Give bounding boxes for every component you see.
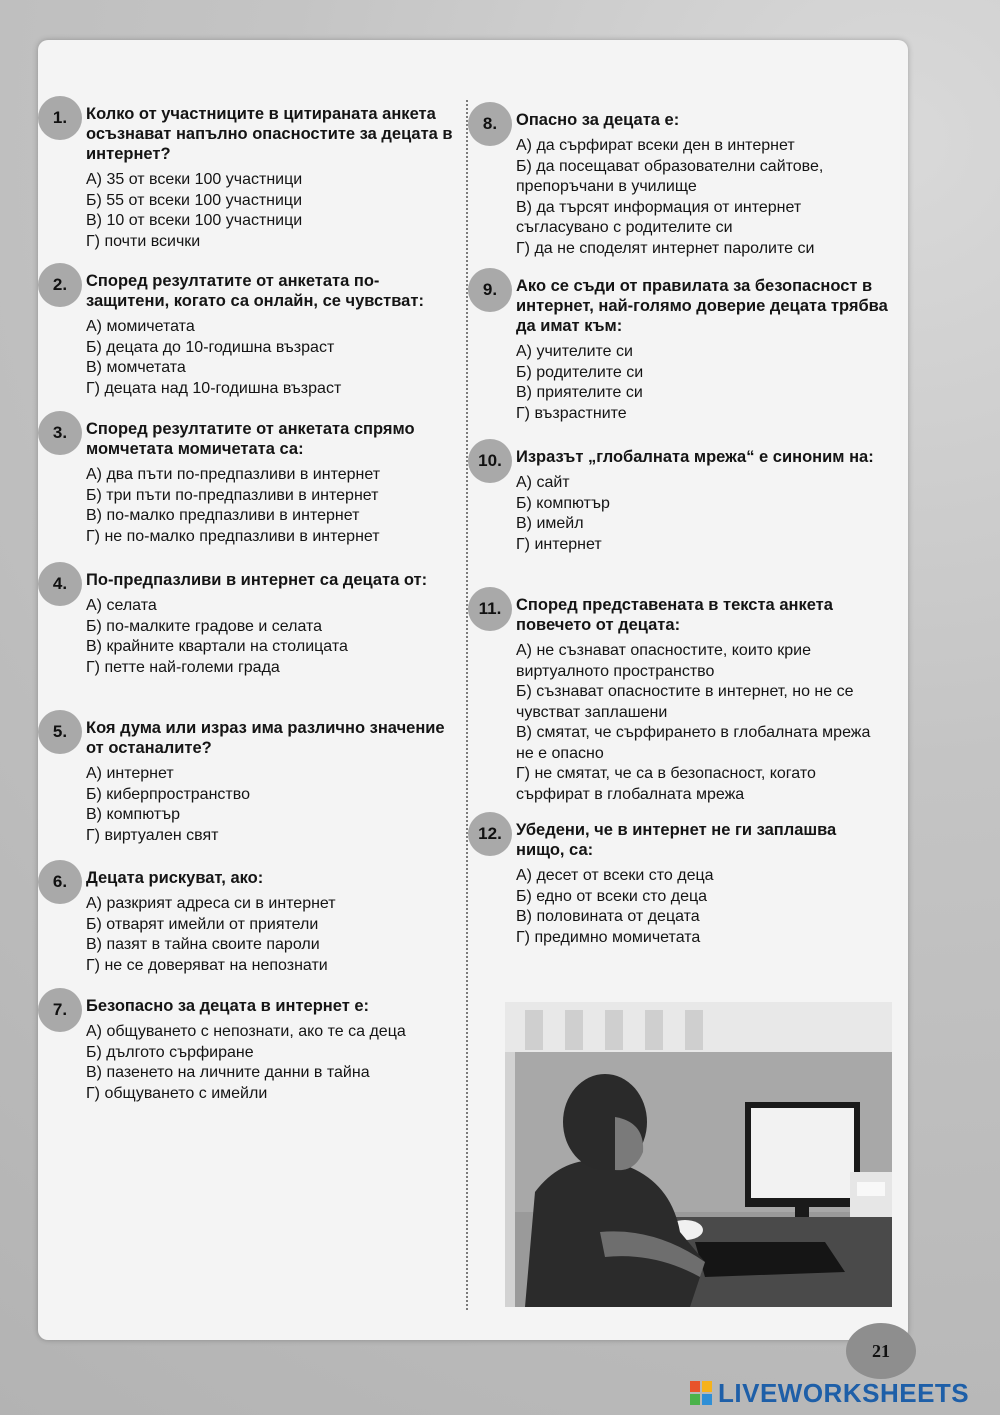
answer-option[interactable]: В) крайните квартали на столицата xyxy=(86,638,348,655)
answer-option[interactable]: В) пазенето на личните данни в тайна xyxy=(86,1064,370,1081)
question-number: 5. xyxy=(38,710,82,754)
question-number: 10. xyxy=(468,439,512,483)
answer-option[interactable]: В) половината от децата xyxy=(516,908,700,925)
question-number: 12. xyxy=(468,812,512,856)
question-3 xyxy=(38,411,458,547)
question-5 xyxy=(38,710,458,846)
question-number: 9. xyxy=(468,268,512,312)
question-text: Убедени, че в интернет не ги заплашва нищо, са: xyxy=(516,821,837,859)
answer-option[interactable]: А) сайт xyxy=(516,474,570,491)
answer-option[interactable]: А) момичетата xyxy=(86,318,195,335)
answer-option[interactable]: В) 10 от всеки 100 участници xyxy=(86,212,303,229)
question-text: Колко от участниците в цитираната анкета осъзнават напълно опасностите за децата в интернет? xyxy=(86,105,453,163)
answer-option[interactable]: В) да търсят информация от интернет съгласувано с родителите си xyxy=(516,198,802,236)
answer-option[interactable]: Б) компютър xyxy=(516,494,610,512)
question-number: 7. xyxy=(38,988,82,1032)
photo-illustration xyxy=(505,1002,892,1307)
answer-option[interactable]: В) смятат, че сърфирането в глобалната мрежа не е опасно xyxy=(516,724,871,762)
question-text: Ако се съди от правилата за безопасност в интернет, най-голямо доверие децата трябва да имат към: xyxy=(516,277,888,335)
answer-option[interactable]: Г) не по-малко предпазливи в интернет xyxy=(86,527,380,545)
page-number: 21 xyxy=(846,1323,916,1379)
answer-option[interactable]: Г) не се доверяват на непознати xyxy=(86,956,328,974)
question-text: Според представената в текста анкета повечето от децата: xyxy=(516,596,833,634)
question-text: Изразът „глобалната мрежа“ е синоним на: xyxy=(516,448,874,466)
answer-option[interactable]: Г) интернет xyxy=(516,535,602,553)
question-11 xyxy=(468,587,888,805)
liveworksheets-brand[interactable]: LIVEWORKSHEETS xyxy=(718,1377,970,1408)
question-number: 2. xyxy=(38,263,82,307)
question-number: 6. xyxy=(38,860,82,904)
answer-option[interactable]: В) имейл xyxy=(516,515,584,532)
question-number: 8. xyxy=(468,102,512,146)
answer-option[interactable]: Г) децата над 10-годишна възраст xyxy=(86,379,342,397)
child-at-computer-photo xyxy=(505,1002,892,1307)
answer-option[interactable]: Б) съзнават опасностите в интернет, но не се чувстват заплашени xyxy=(516,683,854,721)
question-text: Коя дума или израз има различно значение от останалите? xyxy=(86,719,445,757)
answer-option[interactable]: В) пазят в тайна своите пароли xyxy=(86,936,320,953)
question-text: Опасно за децата е: xyxy=(516,111,680,129)
liveworksheets-logo-icon xyxy=(690,1381,712,1405)
answer-option[interactable]: Г) виртуален свят xyxy=(86,826,219,844)
answer-option[interactable]: В) компютър xyxy=(86,806,181,823)
answer-option[interactable]: Б) да посещават образователни сайтове, препоръчани в училище xyxy=(516,157,824,195)
answer-option[interactable]: Б) 55 от всеки 100 участници xyxy=(86,191,303,209)
answer-option[interactable]: Г) не смятат, че са в безопасност, когато сърфират в глобалната мрежа xyxy=(516,765,816,803)
answer-option[interactable]: А) разкрият адреса си в интернет xyxy=(86,895,336,912)
question-1 xyxy=(38,96,458,252)
answer-option[interactable]: Г) да не споделят интернет паролите си xyxy=(516,239,815,257)
question-4 xyxy=(38,562,458,678)
answer-option[interactable]: А) два пъти по-предпазливи в интернет xyxy=(86,466,381,483)
question-text: Безопасно за децата в интернет е: xyxy=(86,997,370,1015)
answer-option[interactable]: Г) петте най-големи града xyxy=(86,658,280,676)
answer-option[interactable]: Г) почти всички xyxy=(86,232,201,250)
answer-option[interactable]: Б) киберпространство xyxy=(86,785,250,803)
question-7 xyxy=(38,988,458,1104)
answer-option[interactable]: Б) децата до 10-годишна възраст xyxy=(86,338,335,356)
question-8 xyxy=(468,102,888,259)
question-10 xyxy=(468,439,888,555)
answer-option[interactable]: Г) възрастните xyxy=(516,404,627,422)
question-number: 11. xyxy=(468,587,512,631)
question-number: 4. xyxy=(38,562,82,606)
answer-option[interactable]: А) общуването с непознати, ако те са деца xyxy=(86,1023,406,1040)
answer-option[interactable]: В) приятелите си xyxy=(516,384,643,401)
answer-option[interactable]: А) да сърфират всеки ден в интернет xyxy=(516,137,795,154)
answer-option[interactable]: Б) едно от всеки сто деца xyxy=(516,887,708,905)
answer-option[interactable]: Г) общуването с имейли xyxy=(86,1084,268,1102)
answer-option[interactable]: А) учителите си xyxy=(516,343,633,360)
question-text: Според резултатите от анкетата спрямо момчетата момичетата са: xyxy=(86,420,415,458)
answer-option[interactable]: Б) родителите си xyxy=(516,363,644,381)
question-12 xyxy=(468,812,888,948)
question-6 xyxy=(38,860,458,976)
liveworksheets-footer xyxy=(690,1378,969,1408)
answer-option[interactable]: А) не съзнават опасностите, които крие виртуалното пространство xyxy=(516,642,811,680)
answer-option[interactable]: А) десет от всеки сто деца xyxy=(516,867,714,884)
answer-option[interactable]: А) селата xyxy=(86,597,157,614)
answer-option[interactable]: Г) предимно момичетата xyxy=(516,928,701,946)
question-number: 3. xyxy=(38,411,82,455)
question-number: 1. xyxy=(38,96,82,140)
answer-option[interactable]: Б) дългото сърфиране xyxy=(86,1043,254,1061)
question-text: Според резултатите от анкетата по-защитени, когато са онлайн, се чувстват: xyxy=(86,272,424,310)
answer-option[interactable]: В) момчетата xyxy=(86,359,186,376)
answer-option[interactable]: Б) три пъти по-предпазливи в интернет xyxy=(86,486,379,504)
answer-option[interactable]: В) по-малко предпазливи в интернет xyxy=(86,507,360,524)
answer-option[interactable]: А) 35 от всеки 100 участници xyxy=(86,171,303,188)
question-text: По-предпазливи в интернет са децата от: xyxy=(86,571,428,589)
question-text: Децата рискуват, ако: xyxy=(86,869,264,887)
answer-option[interactable]: А) интернет xyxy=(86,765,174,782)
question-2 xyxy=(38,263,458,399)
question-9 xyxy=(468,268,888,424)
answer-option[interactable]: Б) по-малките градове и селата xyxy=(86,617,323,635)
answer-option[interactable]: Б) отварят имейли от приятели xyxy=(86,915,319,933)
